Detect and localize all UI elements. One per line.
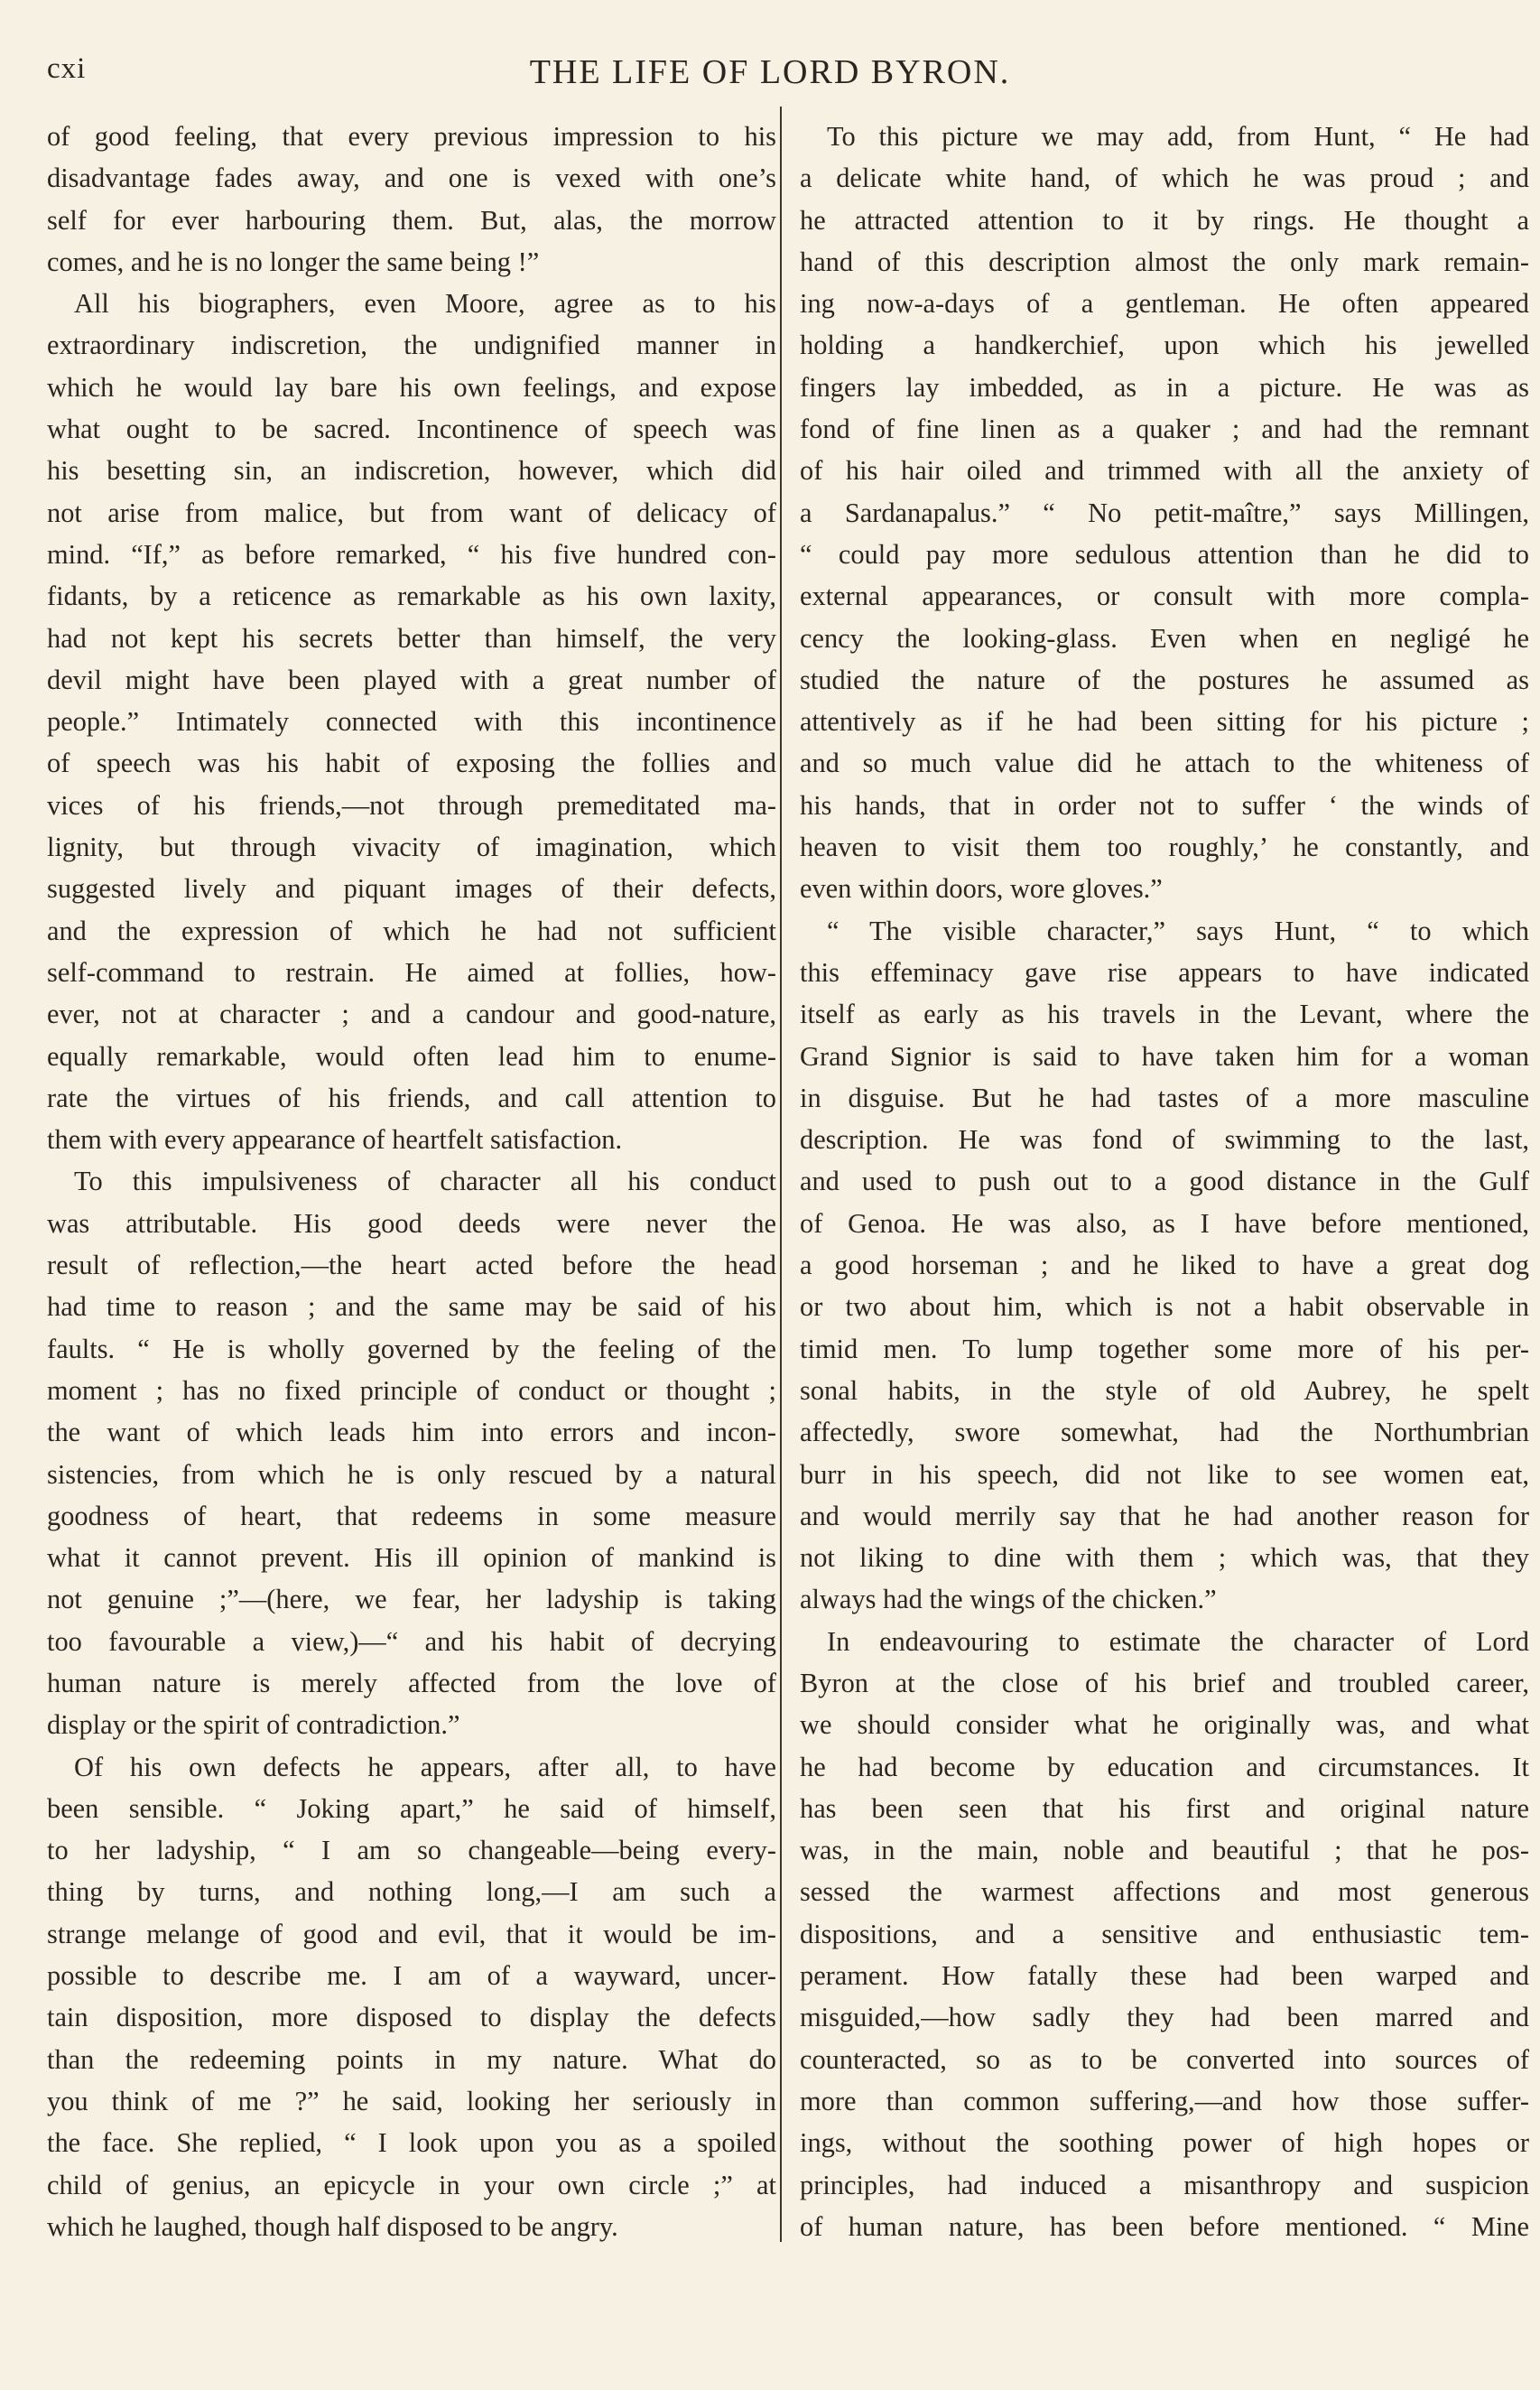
- text-line: always had the wings of the chicken.”: [800, 1584, 1217, 1615]
- text-line: the want of which leads him into errors and incon-: [47, 1417, 776, 1448]
- text-line: ing now-a-days of a gentleman. He often appeared: [800, 288, 1529, 320]
- text-line: them with every appearance of heartfelt satisfaction.: [47, 1124, 623, 1156]
- text-line: this effeminacy gave rise appears to have indicated: [800, 956, 1529, 988]
- text-line: had not kept his secrets better than himself, the very: [47, 622, 776, 654]
- text-line: has been seen that his first and original nature: [800, 1792, 1529, 1824]
- text-line: misguided,—how sadly they had been marred and: [800, 2002, 1529, 2033]
- text-line: and the expression of which he had not sufficient: [47, 915, 776, 946]
- text-line: cency the looking-glass. Even when en negligé he: [800, 622, 1529, 654]
- text-line: description. He was fond of swimming to the last,: [800, 1124, 1529, 1156]
- text-line: a delicate white hand, of which he was proud ; and: [800, 163, 1529, 194]
- text-line: attentively as if he had been sitting for his picture ;: [800, 706, 1529, 738]
- text-line: of good feeling, that every previous impression to his: [47, 121, 776, 152]
- text-line: counteracted, so as to be converted into sources of: [800, 2043, 1529, 2075]
- text-line: fidants, by a reticence as remarkable as his own laxity,: [47, 581, 776, 612]
- right-column: [800, 116, 1529, 2247]
- text-line: which he laughed, though half disposed to be angry.: [47, 2210, 618, 2242]
- text-line: of speech was his habit of exposing the follies and: [47, 748, 776, 779]
- text-line: Of his own defects he appears, after all, to have: [74, 1751, 776, 1782]
- text-line: was attributable. His good deeds were never the: [47, 1207, 776, 1239]
- text-line: ever, not at character ; and a candour and good-nature,: [47, 999, 776, 1030]
- text-line: Grand Signior is said to have taken him for a woman: [800, 1040, 1529, 1072]
- text-line: principles, had induced a misanthropy and suspicion: [800, 2169, 1529, 2200]
- text-line: rate the virtues of his friends, and call attention to: [47, 1082, 776, 1113]
- text-line: affectedly, swore somewhat, had the Northumbrian: [800, 1417, 1529, 1448]
- text-line: of human nature, has been before mentioned. “ Mine: [800, 2210, 1529, 2242]
- text-line: sessed the warmest affections and most generous: [800, 1876, 1529, 1908]
- text-line: itself as early as his travels in the Levant, where the: [800, 999, 1529, 1030]
- text-line: not genuine ;”—(here, we fear, her ladyship is taking: [47, 1584, 776, 1615]
- text-line: had time to reason ; and the same may be said of his: [47, 1291, 776, 1323]
- text-line: hand of this description almost the only mark remain-: [800, 246, 1529, 277]
- text-line: or two about him, which is not a habit observable in: [800, 1291, 1529, 1323]
- text-line: not liking to dine with them ; which was, that they: [800, 1542, 1529, 1574]
- text-line: mind. “If,” as before remarked, “ his five hundred con-: [47, 538, 776, 570]
- text-line: In endeavouring to estimate the character of Lord: [827, 1625, 1529, 1657]
- text-line: disadvantage fades away, and one is vexed with one’s: [47, 163, 776, 194]
- text-line: his hands, that in order not to suffer ‘ the winds of: [800, 789, 1529, 821]
- text-line: tain disposition, more disposed to display the defects: [47, 2002, 776, 2033]
- text-line: studied the nature of the postures he assumed as: [800, 664, 1529, 695]
- text-line: result of reflection,—the heart acted before the head: [47, 1250, 776, 1281]
- running-title: THE LIFE OF LORD BYRON.: [529, 53, 1011, 91]
- text-line: devil might have been played with a great number of: [47, 664, 776, 695]
- text-line: been sensible. “ Joking apart,” he said of himself,: [47, 1792, 776, 1824]
- text-line: Byron at the close of his brief and troubled career,: [800, 1667, 1529, 1698]
- text-line: suggested lively and piquant images of their defects,: [47, 873, 776, 905]
- text-line: external appearances, or consult with more compla-: [800, 581, 1529, 612]
- text-line: To this impulsiveness of character all his conduct: [74, 1166, 776, 1197]
- text-line: and so much value did he attach to the whiteness of: [800, 748, 1529, 779]
- text-line: of Genoa. He was also, as I have before mentioned,: [800, 1207, 1529, 1239]
- left-column: [47, 116, 776, 2247]
- text-line: comes, and he is no longer the same being !”: [47, 246, 540, 277]
- text-line: a Sardanapalus.” “ No petit-maître,” says Millingen,: [800, 497, 1529, 528]
- text-line: of his hair oiled and trimmed with all the anxiety of: [800, 455, 1529, 487]
- page-number: cxi: [47, 52, 87, 85]
- text-line: perament. How fatally these had been warped and: [800, 1960, 1529, 1992]
- text-line: too favourable a view,)—“ and his habit of decrying: [47, 1625, 776, 1657]
- text-line: was, in the main, noble and beautiful ; that he pos-: [800, 1835, 1529, 1866]
- text-line: “ The visible character,” says Hunt, “ to which: [827, 915, 1529, 946]
- text-line: he had become by education and circumstances. It: [800, 1751, 1529, 1782]
- text-line: All his biographers, even Moore, agree as to his: [74, 288, 776, 320]
- running-header: [47, 47, 1493, 101]
- text-line: sonal habits, in the style of old Aubrey, he spelt: [800, 1374, 1529, 1406]
- text-line: “ could pay more sedulous attention than he did to: [800, 538, 1529, 570]
- text-line: holding a handkerchief, upon which his jewelled: [800, 330, 1529, 361]
- text-line: fingers lay imbedded, as in a picture. He was as: [800, 371, 1529, 403]
- text-line: and would merrily say that he had another reason for: [800, 1500, 1529, 1531]
- text-line: goodness of heart, that redeems in some measure: [47, 1500, 776, 1531]
- text-line: he attracted attention to it by rings. He thought a: [800, 204, 1529, 236]
- text-line: sistencies, from which he is only rescued by a natural: [47, 1458, 776, 1490]
- text-line: burr in his speech, did not like to see women eat,: [800, 1458, 1529, 1490]
- text-line: child of genius, an epicycle in your own circle ;” at: [47, 2169, 776, 2200]
- text-line: timid men. To lump together some more of his per-: [800, 1333, 1529, 1364]
- text-line: extraordinary indiscretion, the undignified manner in: [47, 330, 776, 361]
- text-line: lignity, but through vivacity of imagination, which: [47, 832, 776, 863]
- text-line: more than common suffering,—and how those suffer-: [800, 2085, 1529, 2116]
- text-line: what it cannot prevent. His ill opinion of mankind is: [47, 1542, 776, 1574]
- text-line: To this picture we may add, from Hunt, “ He had: [827, 121, 1529, 152]
- text-line: the face. She replied, “ I look upon you as a spoiled: [47, 2127, 776, 2159]
- text-line: you think of me ?” he said, looking her seriously in: [47, 2085, 776, 2116]
- text-line: strange melange of good and evil, that it would be im-: [47, 1918, 776, 1949]
- text-line: and used to push out to a good distance in the Gulf: [800, 1166, 1529, 1197]
- text-line: fond of fine linen as a quaker ; and had the remnant: [800, 414, 1529, 445]
- text-line: people.” Intimately connected with this incontinence: [47, 706, 776, 738]
- text-line: possible to describe me. I am of a wayward, uncer-: [47, 1960, 776, 1992]
- text-line: dispositions, and a sensitive and enthusiastic tem-: [800, 1918, 1529, 1949]
- text-line: thing by turns, and nothing long,—I am such a: [47, 1876, 776, 1908]
- text-line: moment ; has no fixed principle of conduct or thought ;: [47, 1374, 776, 1406]
- text-line: ings, without the soothing power of high hopes or: [800, 2127, 1529, 2159]
- text-line: display or the spirit of contradiction.”: [47, 1709, 460, 1741]
- column-divider: [780, 107, 782, 2242]
- text-line: heaven to visit them too roughly,’ he constantly, and: [800, 832, 1529, 863]
- text-line: self-command to restrain. He aimed at follies, how-: [47, 956, 776, 988]
- text-line: in disguise. But he had tastes of a more masculine: [800, 1082, 1529, 1113]
- text-line: equally remarkable, would often lead him to enume-: [47, 1040, 776, 1072]
- text-line: we should consider what he originally was, and what: [800, 1709, 1529, 1741]
- text-line: which he would lay bare his own feelings, and expose: [47, 371, 776, 403]
- text-line: vices of his friends,—not through premeditated ma-: [47, 789, 776, 821]
- text-line: what ought to be sacred. Incontinence of speech was: [47, 414, 776, 445]
- text-line: not arise from malice, but from want of delicacy of: [47, 497, 776, 528]
- text-line: human nature is merely affected from the love of: [47, 1667, 776, 1698]
- text-line: self for ever harbouring them. But, alas, the morrow: [47, 204, 776, 236]
- text-line: his besetting sin, an indiscretion, however, which did: [47, 455, 776, 487]
- text-line: a good horseman ; and he liked to have a great dog: [800, 1250, 1529, 1281]
- text-line: to her ladyship, “ I am so changeable—being every-: [47, 1835, 776, 1866]
- text-line: even within doors, wore gloves.”: [800, 873, 1163, 905]
- text-line: faults. “ He is wholly governed by the feeling of the: [47, 1333, 776, 1364]
- text-line: than the redeeming points in my nature. What do: [47, 2043, 776, 2075]
